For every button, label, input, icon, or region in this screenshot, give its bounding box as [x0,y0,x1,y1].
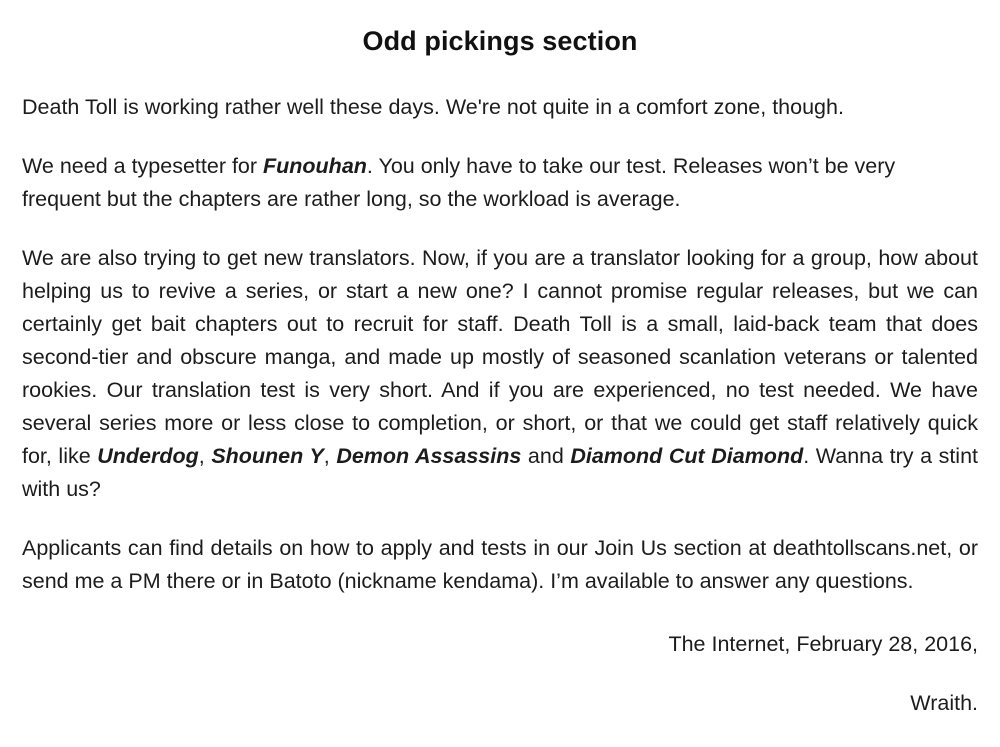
signature-line-1: The Internet, February 28, 2016, [668,632,978,656]
paragraph-1 [22,91,978,124]
text-run: and [521,444,571,468]
text-run: Funouhan [263,154,367,178]
text-run: , [323,444,337,468]
text-run: , [198,444,212,468]
paragraph-2 [22,150,978,216]
signature-block [22,628,978,720]
text-run: . You only have to take our test. Releases won’t be very frequent but the chapters are rather long, so the workload is average. [22,154,896,211]
text-run: Diamond Cut Diamond [570,444,804,468]
text-run: Death Toll is working rather well these days. We're not quite in a comfort zone, though. [22,95,844,119]
text-run: Shounen Y [211,444,324,468]
paragraph-3 [22,242,978,506]
text-run: Applicants can find details on how to apply and tests in our Join Us section at deathtollscans.net, or send me a PM there or in Batoto (nickname kendama). I’m available to answer any questions. [22,536,978,593]
document-body [22,91,978,598]
signature-line-2: Wraith. [910,691,978,715]
text-run: We need a typesetter for [22,154,264,178]
text-run: Underdog [97,444,199,468]
text-run: Demon Assassins [336,444,522,468]
paragraph-4 [22,532,978,598]
text-run: We are also trying to get new translators. Now, if you are a translator looking for a group, how about helping us to revive a series, or start a new one? I cannot promise regular releases, but we can certainly get bait chapters out to recruit for staff. Death Toll is a small, laid-back team that does second-tier and obscure manga, and made up mostly of seasoned scanlation veterans or talented rookies. Our translation test is very short. And if you are experienced, no test needed. We have several series more or less close to completion, or short, or that we could get staff relatively quick for, like [22,246,978,468]
page-title: Odd pickings section [362,26,638,56]
text-run: . Wanna try a stint with us? [22,444,979,501]
